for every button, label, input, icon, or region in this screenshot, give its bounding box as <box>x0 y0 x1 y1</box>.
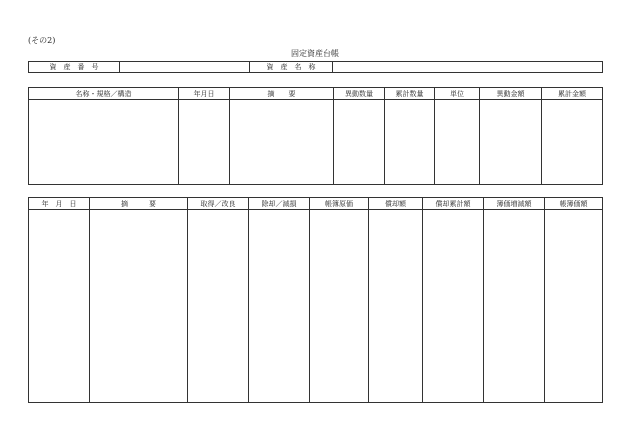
body-cell[interactable] <box>29 210 90 403</box>
body-cell[interactable] <box>310 210 369 403</box>
asset-name-label: 資 産 名 称 <box>250 62 333 73</box>
body-cell[interactable] <box>249 210 310 403</box>
body-cell[interactable] <box>435 100 480 185</box>
header-change-qty: 異動数量 <box>334 88 385 100</box>
header-book-value: 帳簿価額 <box>545 198 603 210</box>
header-date: 年 月 日 <box>29 198 90 210</box>
body-cell[interactable] <box>369 210 423 403</box>
body-cell[interactable] <box>385 100 435 185</box>
body-cell[interactable] <box>230 100 334 185</box>
asset-info-table <box>28 61 603 73</box>
header-name-spec: 名称・規格／構造 <box>29 88 179 100</box>
body-cell[interactable] <box>542 100 603 185</box>
body-cell[interactable] <box>90 210 188 403</box>
header-book-cost: 帳簿原価 <box>310 198 369 210</box>
body-cell[interactable] <box>480 100 542 185</box>
asset-number-label: 資 産 番 号 <box>29 62 120 73</box>
header-book-value-change: 簿価増減額 <box>484 198 545 210</box>
header-cumulative-amount: 累計金額 <box>542 88 603 100</box>
header-cumulative-qty: 累計数量 <box>385 88 435 100</box>
asset-name-field[interactable] <box>333 62 603 73</box>
body-cell[interactable] <box>179 100 230 185</box>
body-cell[interactable] <box>484 210 545 403</box>
header-date: 年月日 <box>179 88 230 100</box>
page-title: 固定資産台帳 <box>291 49 339 58</box>
page-note: (その2) <box>28 36 56 45</box>
header-disposal: 除却／減損 <box>249 198 310 210</box>
body-cell[interactable] <box>545 210 603 403</box>
body-cell[interactable] <box>423 210 484 403</box>
body-cell[interactable] <box>334 100 385 185</box>
header-summary: 摘 要 <box>90 198 188 210</box>
body-cell[interactable] <box>29 100 179 185</box>
header-acquisition: 取得／改良 <box>188 198 249 210</box>
body-cell[interactable] <box>188 210 249 403</box>
asset-value-table <box>28 197 603 403</box>
asset-number-field[interactable] <box>120 62 250 73</box>
header-accumulated-depreciation: 償却累計額 <box>423 198 484 210</box>
header-depreciation: 償却額 <box>369 198 423 210</box>
asset-quantity-table <box>28 87 603 185</box>
header-unit: 単位 <box>435 88 480 100</box>
header-summary: 摘 要 <box>230 88 334 100</box>
header-change-amount: 異動金額 <box>480 88 542 100</box>
